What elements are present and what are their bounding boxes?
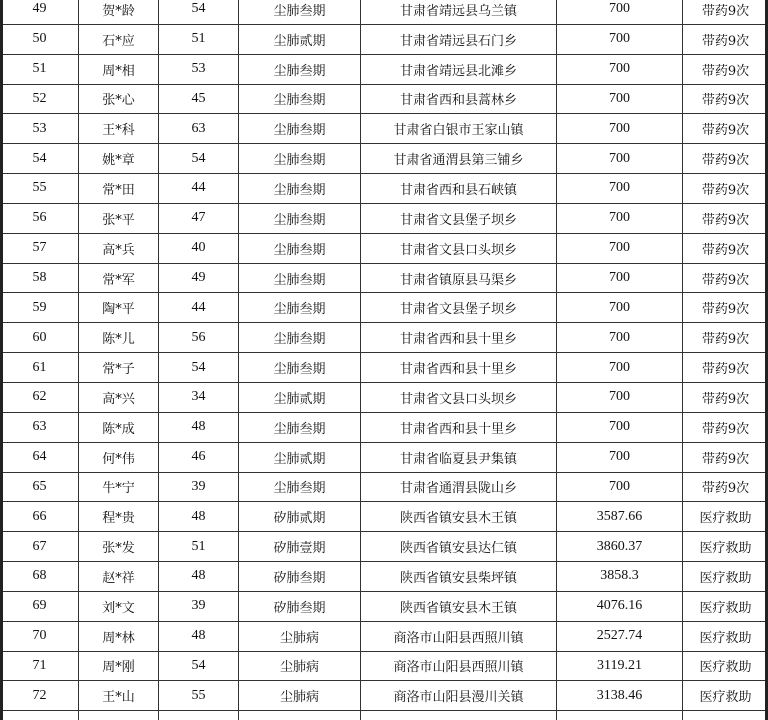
row-index-cell: 70	[1, 621, 79, 651]
address-cell: 甘肃省西和县十里乡	[361, 412, 557, 442]
row-index-cell: 56	[1, 203, 79, 233]
patient-name-cell: 常*军	[79, 263, 159, 293]
aid-type-cell: 医疗救助	[683, 681, 768, 711]
age-cell: 45	[159, 84, 239, 114]
age-cell: 54	[159, 0, 239, 24]
age-cell: 56	[159, 323, 239, 353]
row-index-cell: 55	[1, 174, 79, 204]
age-cell: 51	[159, 532, 239, 562]
diagnosis-cell: 矽肺壹期	[239, 532, 361, 562]
row-index-cell: 63	[1, 412, 79, 442]
table-row	[1, 323, 768, 353]
address-cell: 甘肃省镇原县马渠乡	[361, 263, 557, 293]
diagnosis-cell: 尘肺叁期	[239, 353, 361, 383]
aid-type-cell: 带药9次	[683, 353, 768, 383]
aid-type-cell: 带药9次	[683, 24, 768, 54]
diagnosis-cell: 尘肺叁期	[239, 233, 361, 263]
table-row	[1, 263, 768, 293]
patient-name-cell: 常*子	[79, 353, 159, 383]
patient-name-cell	[79, 711, 159, 720]
diagnosis-cell: 尘肺病	[239, 621, 361, 651]
patient-name-cell: 贺*龄	[79, 0, 159, 24]
table-row	[1, 0, 768, 24]
amount-cell: 700	[557, 442, 683, 472]
aid-type-cell: 带药9次	[683, 263, 768, 293]
amount-cell: 700	[557, 263, 683, 293]
aid-type-cell: 带药9次	[683, 412, 768, 442]
age-cell: 39	[159, 591, 239, 621]
address-cell: 甘肃省西和县石峡镇	[361, 174, 557, 204]
table-row	[1, 412, 768, 442]
amount-cell: 700	[557, 472, 683, 502]
diagnosis-cell: 尘肺叁期	[239, 412, 361, 442]
amount-cell: 700	[557, 174, 683, 204]
patient-name-cell: 姚*章	[79, 144, 159, 174]
amount-cell: 700	[557, 353, 683, 383]
table-row	[1, 621, 768, 651]
row-index-cell: 52	[1, 84, 79, 114]
amount-cell: 700	[557, 24, 683, 54]
row-index-cell: 60	[1, 323, 79, 353]
address-cell: 甘肃省西和县十里乡	[361, 323, 557, 353]
amount-cell: 700	[557, 144, 683, 174]
row-index-cell: 59	[1, 293, 79, 323]
amount-cell: 700	[557, 0, 683, 24]
row-index-cell: 66	[1, 502, 79, 532]
amount-cell: 700	[557, 382, 683, 412]
patient-name-cell: 王*科	[79, 114, 159, 144]
table-row	[1, 54, 768, 84]
aid-type-cell: 带药9次	[683, 323, 768, 353]
row-index-cell: 61	[1, 353, 79, 383]
row-index-cell: 71	[1, 651, 79, 681]
diagnosis-cell: 尘肺贰期	[239, 382, 361, 412]
table-row	[1, 711, 768, 720]
address-cell: 甘肃省文县堡子坝乡	[361, 203, 557, 233]
address-cell: 甘肃省靖远县石门乡	[361, 24, 557, 54]
diagnosis-cell: 尘肺叁期	[239, 114, 361, 144]
aid-type-cell: 医疗救助	[683, 651, 768, 681]
aid-type-cell: 医疗救助	[683, 591, 768, 621]
aid-type-cell: 带药9次	[683, 144, 768, 174]
age-cell: 48	[159, 502, 239, 532]
address-cell: 陕西省镇安县木王镇	[361, 502, 557, 532]
patient-name-cell: 赵*祥	[79, 562, 159, 592]
age-cell: 51	[159, 24, 239, 54]
address-cell: 甘肃省西和县十里乡	[361, 353, 557, 383]
table-row	[1, 681, 768, 711]
address-cell: 甘肃省通渭县第三铺乡	[361, 144, 557, 174]
age-cell: 48	[159, 621, 239, 651]
table-row	[1, 591, 768, 621]
row-index-cell: 64	[1, 442, 79, 472]
patient-name-cell: 石*应	[79, 24, 159, 54]
amount-cell: 700	[557, 293, 683, 323]
table-row	[1, 382, 768, 412]
table-row	[1, 293, 768, 323]
patient-name-cell: 周*刚	[79, 651, 159, 681]
amount-cell: 700	[557, 114, 683, 144]
diagnosis-cell: 尘肺叁期	[239, 54, 361, 84]
table-row	[1, 442, 768, 472]
aid-type-cell: 医疗救助	[683, 562, 768, 592]
row-index-cell	[1, 711, 79, 720]
age-cell: 49	[159, 263, 239, 293]
address-cell: 商洛市山阳县西照川镇	[361, 621, 557, 651]
table-row	[1, 472, 768, 502]
table-row	[1, 174, 768, 204]
amount-cell: 3119.21	[557, 651, 683, 681]
aid-type-cell: 带药9次	[683, 293, 768, 323]
patient-name-cell: 程*贵	[79, 502, 159, 532]
address-cell	[361, 711, 557, 720]
row-index-cell: 62	[1, 382, 79, 412]
age-cell: 54	[159, 144, 239, 174]
table-row	[1, 24, 768, 54]
address-cell: 甘肃省通渭县陇山乡	[361, 472, 557, 502]
age-cell: 54	[159, 651, 239, 681]
aid-type-cell: 带药9次	[683, 0, 768, 24]
age-cell: 55	[159, 681, 239, 711]
diagnosis-cell: 尘肺贰期	[239, 442, 361, 472]
diagnosis-cell: 尘肺病	[239, 651, 361, 681]
table-row	[1, 353, 768, 383]
patient-name-cell: 陶*平	[79, 293, 159, 323]
patient-name-cell: 周*林	[79, 621, 159, 651]
amount-cell: 700	[557, 54, 683, 84]
diagnosis-cell: 矽肺贰期	[239, 502, 361, 532]
patient-name-cell: 高*兴	[79, 382, 159, 412]
patient-name-cell: 张*平	[79, 203, 159, 233]
row-index-cell: 72	[1, 681, 79, 711]
patient-name-cell: 周*相	[79, 54, 159, 84]
row-index-cell: 53	[1, 114, 79, 144]
age-cell: 53	[159, 54, 239, 84]
aid-type-cell: 带药9次	[683, 114, 768, 144]
left-border	[0, 0, 3, 720]
table-row	[1, 651, 768, 681]
diagnosis-cell: 尘肺叁期	[239, 144, 361, 174]
address-cell: 甘肃省文县堡子坝乡	[361, 293, 557, 323]
diagnosis-cell: 尘肺叁期	[239, 472, 361, 502]
amount-cell: 3860.37	[557, 532, 683, 562]
row-index-cell: 65	[1, 472, 79, 502]
row-index-cell: 50	[1, 24, 79, 54]
table-row	[1, 233, 768, 263]
diagnosis-cell: 尘肺叁期	[239, 293, 361, 323]
patient-name-cell: 牛*宁	[79, 472, 159, 502]
row-index-cell: 67	[1, 532, 79, 562]
aid-type-cell: 带药9次	[683, 203, 768, 233]
address-cell: 商洛市山阳县西照川镇	[361, 651, 557, 681]
patient-name-cell: 张*发	[79, 532, 159, 562]
diagnosis-cell: 尘肺叁期	[239, 0, 361, 24]
address-cell: 陕西省镇安县柴坪镇	[361, 562, 557, 592]
row-index-cell: 54	[1, 144, 79, 174]
amount-cell: 700	[557, 412, 683, 442]
amount-cell: 700	[557, 323, 683, 353]
age-cell: 47	[159, 203, 239, 233]
aid-type-cell: 带药9次	[683, 84, 768, 114]
table-row	[1, 144, 768, 174]
patient-name-cell: 刘*文	[79, 591, 159, 621]
table-row	[1, 502, 768, 532]
age-cell: 34	[159, 382, 239, 412]
row-index-cell: 58	[1, 263, 79, 293]
table-row	[1, 114, 768, 144]
table-row	[1, 532, 768, 562]
amount-cell: 700	[557, 84, 683, 114]
diagnosis-cell: 尘肺叁期	[239, 203, 361, 233]
age-cell	[159, 711, 239, 720]
age-cell: 63	[159, 114, 239, 144]
aid-type-cell: 带药9次	[683, 174, 768, 204]
address-cell: 甘肃省文县口头坝乡	[361, 233, 557, 263]
row-index-cell: 68	[1, 562, 79, 592]
address-cell: 甘肃省西和县蒿林乡	[361, 84, 557, 114]
diagnosis-cell: 矽肺叁期	[239, 562, 361, 592]
age-cell: 54	[159, 353, 239, 383]
amount-cell: 3587.66	[557, 502, 683, 532]
amount-cell: 3858.3	[557, 562, 683, 592]
address-cell: 甘肃省临夏县尹集镇	[361, 442, 557, 472]
amount-cell: 2527.74	[557, 621, 683, 651]
aid-type-cell: 带药9次	[683, 382, 768, 412]
amount-cell: 700	[557, 233, 683, 263]
aid-type-cell: 带药9次	[683, 54, 768, 84]
row-index-cell: 69	[1, 591, 79, 621]
age-cell: 40	[159, 233, 239, 263]
age-cell: 46	[159, 442, 239, 472]
patient-name-cell: 王*山	[79, 681, 159, 711]
amount-cell: 700	[557, 203, 683, 233]
diagnosis-cell: 尘肺叁期	[239, 263, 361, 293]
aid-type-cell: 带药9次	[683, 233, 768, 263]
table-row	[1, 203, 768, 233]
table-body	[1, 0, 768, 720]
patient-name-cell: 陈*成	[79, 412, 159, 442]
aid-type-cell: 医疗救助	[683, 532, 768, 562]
diagnosis-cell: 尘肺叁期	[239, 84, 361, 114]
address-cell: 甘肃省靖远县北滩乡	[361, 54, 557, 84]
address-cell: 商洛市山阳县漫川关镇	[361, 681, 557, 711]
row-index-cell: 49	[1, 0, 79, 24]
amount-cell	[557, 711, 683, 720]
amount-cell: 3138.46	[557, 681, 683, 711]
row-index-cell: 51	[1, 54, 79, 84]
patient-name-cell: 张*心	[79, 84, 159, 114]
age-cell: 39	[159, 472, 239, 502]
table-row	[1, 84, 768, 114]
patient-name-cell: 何*伟	[79, 442, 159, 472]
diagnosis-cell	[239, 711, 361, 720]
diagnosis-cell: 尘肺贰期	[239, 24, 361, 54]
aid-type-cell: 医疗救助	[683, 502, 768, 532]
diagnosis-cell: 尘肺叁期	[239, 323, 361, 353]
amount-cell: 4076.16	[557, 591, 683, 621]
patient-name-cell: 高*兵	[79, 233, 159, 263]
age-cell: 44	[159, 174, 239, 204]
address-cell: 甘肃省文县口头坝乡	[361, 382, 557, 412]
diagnosis-cell: 矽肺叁期	[239, 591, 361, 621]
aid-type-cell: 带药9次	[683, 442, 768, 472]
row-index-cell: 57	[1, 233, 79, 263]
age-cell: 44	[159, 293, 239, 323]
diagnosis-cell: 尘肺病	[239, 681, 361, 711]
table-row	[1, 562, 768, 592]
aid-type-cell: 带药9次	[683, 472, 768, 502]
age-cell: 48	[159, 412, 239, 442]
age-cell: 48	[159, 562, 239, 592]
diagnosis-cell: 尘肺叁期	[239, 174, 361, 204]
aid-type-cell: 医疗救助	[683, 621, 768, 651]
patient-name-cell: 常*田	[79, 174, 159, 204]
patient-name-cell: 陈*儿	[79, 323, 159, 353]
address-cell: 甘肃省靖远县乌兰镇	[361, 0, 557, 24]
address-cell: 甘肃省白银市王家山镇	[361, 114, 557, 144]
address-cell: 陕西省镇安县木王镇	[361, 591, 557, 621]
address-cell: 陕西省镇安县达仁镇	[361, 532, 557, 562]
aid-type-cell	[683, 711, 768, 720]
